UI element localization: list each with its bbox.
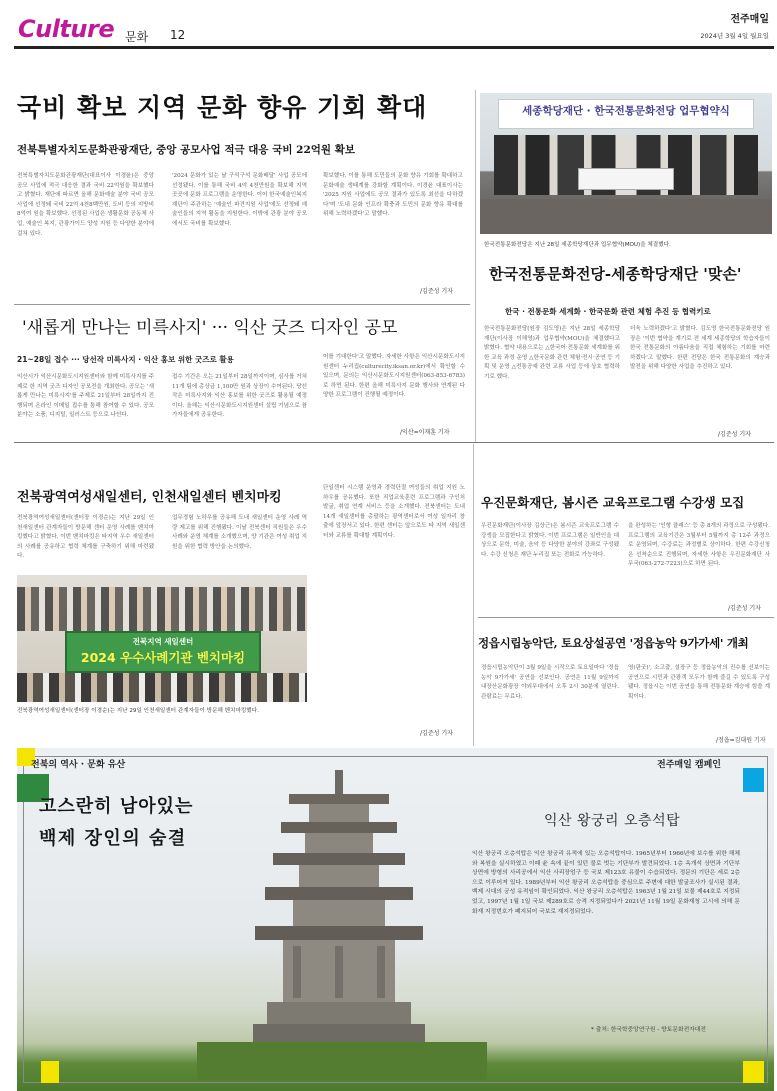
article2-col1: 한국전통문화전당(원장 김도영)은 지난 28일 세종학당재단(이사장 이해영)과 업무협약(MOU)을 체결했다고 밝혔다. 협약 내용으로는 △한국어·전통문화 세계화를 위한 교육 과정 운영 △한국문화 관련 체험·전시·공연 등 기획 및 운영 △전통공예 관련 교류 사업 등에 상호 협력하기로 했다.	[484, 326, 620, 380]
pagoda-pillar	[335, 946, 343, 998]
mou-banner-text: 세종학당재단 · 한국전통문화전당 업무협약식	[522, 105, 730, 117]
article6-reporter: /정읍=김대원 기자	[716, 737, 766, 744]
section-korean: 문화	[125, 30, 149, 44]
pagoda-tier	[305, 833, 373, 853]
feature-section-label: 전북의 역사 · 문화 유산	[31, 760, 126, 770]
article1-col1: 전북특별자치도문화관광재단(대표이사 이경윤)은 중앙 공모 사업에 적극 대응한 결과 국비 22억원을 확보했다고 밝혔다. 재단에 따르면 올해 문화예술 분야 국비 공모사업에 선정돼 국비 22억 4천8백만원, 도비 등의 지방비 8억여 원을 확보했다. 선정된 사업은 생활문화 공동체 사업, 예술인 복지, 관광가이드 양성 지원 등 다양한 분야에 걸쳐 있다.	[17, 173, 154, 237]
issue-date: 2024년 3월 4일 월요일	[700, 32, 769, 40]
page-number: 12	[170, 28, 186, 42]
mou-caption: 한국전통문화전당은 지난 28일 세종학당재단과 업무협약(MOU)을 체결했다.	[484, 242, 671, 248]
paper-name: 전주매일	[730, 14, 769, 25]
pagoda-tier	[299, 865, 379, 887]
feature-headline-2: 백제 장인의 숨결	[39, 828, 187, 849]
article5-col2: 을 완성하는 '인형 클래스' 등 총 8개의 과정으로 구성됐다. 프로그램의 교육기간은 3월부터 5월까지 총 12주 과정으로 운영되며, 수강료는 과정별로 상이하다. 한편 수강신청은 선착순으로 진행되며, 자세한 사항은 우진문화재단 사무국(063-272-7223)으로 하면 된다.	[628, 523, 770, 568]
pagoda-roof	[273, 853, 405, 865]
article1-col3: 확보했다. 이를 통해 도민들의 문화 향유 기회를 확대하고 문화예술 생태계를 강화할 계획이다. 이경윤 대표이사는 '2025 지원 사업에도 공모 결과가 있도록 최선을 다하겠다'며 '도내 문화 인프라 확충과 도민의 문화 향유 확대를 위해 노력하겠다'고 말했다.	[323, 173, 463, 218]
article1-col2: '2024 문화가 있는 날 구석구석 문화배달' 사업 공모에 선정됐다. 이를 통해 국비 4억 4천만원을 확보해 지역 곳곳에 문화 프로그램을 운영한다. 이어 한국예술인복지재단이 주관하는 '예술인 파견지원 사업'에도 선정돼 예술인들의 지역 활동을 지원한다. 이밖에 관광 분야 공모에서도 국비를 확보했다.	[172, 173, 307, 227]
article2-col2: 더욱 노력하겠다'고 밝혔다. 김도영 한국전통문화전당 원장은 '이번 협약을 계기로 전 세계 세종학당의 학습자들이 한국 전통문화의 아름다움을 직접 체험하는 기회를 마련하겠다'고 말했다. 한편 전당은 한국 전통문화의 계승과 발전을 위해 다양한 사업을 추진하고 있다.	[630, 326, 770, 371]
corner-mark-blue	[743, 768, 764, 792]
article4-col3: 단일센터 시스템 운영과 경력단절 여성들의 취업 지원 노하우를 공유했다. 또한 직업교육훈련 프로그램과 구인처 발굴, 취업 연계 서비스 등을 소개했다. 전북센터는 도내 14개 새일센터를 총괄하는 광역센터로서 여성 일자리 창출에 앞장서고 있다. 한편 센터는 앞으로도 타 지역 새일센터와 교류를 확대할 계획이다.	[323, 485, 465, 539]
pagoda-base	[253, 1024, 425, 1042]
article3-reporter: /익산=이재훈 기자	[400, 429, 450, 436]
article3-title: '새롭게 만나는 미륵사지' ··· 익산 굿즈 디자인 공모	[22, 318, 398, 338]
pagoda-finial	[335, 770, 343, 794]
banner-subtitle: 전북지역 새일센터	[132, 637, 194, 646]
pagoda-ground	[197, 1042, 487, 1080]
pagoda-roof	[281, 822, 397, 833]
corner-mark-yellow-bl	[41, 1061, 59, 1083]
article5-title: 우진문화재단, 봄시즌 교육프로그램 수강생 모집	[481, 495, 745, 510]
pagoda-pillar	[293, 946, 301, 998]
article6-title: 정읍시립농악단, 토요상설공연 '정읍농악 9가가세' 개최	[478, 636, 749, 650]
feature-source: * 출처: 한국학중앙연구원 - 향토문화전자대전	[591, 1027, 706, 1033]
banner-main-text: 2024 우수사례기관 벤치마킹	[80, 650, 246, 665]
pagoda-base	[267, 1002, 411, 1024]
pagoda-roof	[289, 794, 389, 804]
article5-col1: 우진문화재단(이사장 김상근)은 봄시즌 교육프로그램 수강생을 모집한다고 밝혔다. 이번 프로그램은 일반인을 대상으로 문학, 미술, 음악 등 다양한 분야의 강좌로 구성됐다. 수강 신청은 재단 누리집 또는 전화로 가능하다.	[481, 523, 619, 558]
pagoda-image	[197, 764, 487, 1080]
article6-col2: 영(판굿)', 소고춤, 설장구 등 정읍농악의 진수를 선보이는 공연으로 시민과 관광객 모두가 함께 즐길 수 있도록 구성됐다. 정읍시는 이번 공연을 통해 전통문화 계승에 힘쓸 계획이다.	[628, 665, 770, 700]
pagoda-roof	[255, 926, 423, 940]
article3-col1: 익산시가 익산시문화도시지원센터와 함께 미륵사지를 주제로 한 지역 굿즈 디자인 공모전을 개최한다. 공모는 '새롭게 만나는 미륵사지'를 주제로 21일부터 28일까지 진행되며 온라인 이메일 접수를 통해 참여할 수 있다. 공모 분야는 소품, 디지털, 일러스트 등으로 나뉜다.	[17, 374, 154, 419]
mou-photo	[480, 93, 772, 234]
article3-subtitle: 21~28일 접수 ··· 당선작 미륵사지 · 익산 홍보 위한 굿즈로 활용	[17, 355, 234, 364]
feature-panel	[17, 748, 774, 1091]
benchmarking-caption: 전북광역여성새일센터(센터장 이경순)는 지난 29일 인천새일센터 관계자들이 방문해 벤치마킹했다.	[17, 708, 259, 714]
article3-col2: 접수 기간은 오는 21일부터 28일까지이며, 심사를 거쳐 11개 팀에 총상금 1,100만 원과 상장이 수여된다. 당선작은 미륵사지와 익산 홍보를 위한 굿즈로 활용될 예정이다. 올해는 익산시문화도시지원센터 설립 기념으로 참가자들에게 공유한다.	[172, 374, 307, 419]
feature-body: 익산 왕궁리 오층석탑은 익산 왕궁리 유적에 있는 오층석탑이다. 1965년부터 1966년에 보수를 위한 해체와 복원을 실시하였고 이때 윤 속에 끝이 있던 불로 벗는 기단부가 발견되었다. 1층 옥개석 상면과 기단부 상면에 방형의 사리공에서 익산 사리장엄구 등 국보 제123호 유물이 수습되었다. 정문의 기단은 세로 2층으로 이루어져 있다. 1989년부터 익산 왕궁리 오층석탑을 중심으로 주변에 대한 발굴조사가 실시된 결과, 백제 시대의 궁성 유적임이 확인되었다. 익산 왕궁리 오층석탑은 1963년 1월 21일 보물 제44호로 지정되었고, 1997년 1월 1일 국보 제289호로 승격 지정되었다가 2021년 11월 19일 문화재청 고시에 의해 문화재 지정번호가 폐지되어 국보로 재지정되었다.	[472, 851, 740, 915]
corner-mark-yellow-br	[743, 1061, 764, 1083]
section-logo: Culture	[18, 15, 115, 43]
pagoda-roof	[265, 887, 413, 900]
article3-col3: 어를 기대한다'고 말했다. 자세한 사항은 익산시문화도시지원센터 누리집(culturecity.iksan.or.kr)에서 확인할 수 있으며, 문의는 익산시문화도시지원센터(063-853-6783)로 하면 된다. 한편 올해 미륵사지 문화 행사와 연계된 다양한 프로그램이 진행될 예정이다.	[323, 354, 465, 399]
pagoda-tier	[293, 900, 385, 926]
article2-subtitle: 한국 · 전통문화 세계화 · 한국문화 관련 체험 추진 등 협력키로	[505, 307, 711, 316]
article1-reporter: /김준성 기자	[420, 288, 453, 295]
header-rule	[14, 46, 774, 49]
pagoda-pillar	[377, 946, 385, 998]
article4-reporter: /김준성 기자	[420, 730, 453, 737]
article2-title: 한국전통문화전당-세종학당재단 '맞손'	[489, 265, 742, 283]
article5-reporter: /김준성 기자	[728, 605, 761, 612]
article6-col1: 정읍시립농악단이 3월 9일을 시작으로 토요일마다 '정읍농악 9가가세' 공연을 선보인다. 공연은 11월 9일까지 내장산문화광장 야외무대에서 오후 2시 30분에 열린다. 관람료는 무료다.	[481, 665, 619, 700]
article4-col2: 업무경험 노하우를 공유해 도내 새일센터 운영 사례 역량 제고를 위해 진행됐다. 이날 전북센터 직원들은 우수 사례와 운영 체계를 소개했으며, 양 기관은 여성 취업 지원을 위한 협력 방안을 논의했다.	[172, 515, 307, 550]
benchmarking-photo	[17, 575, 307, 702]
article4-title: 전북광역여성새일센터, 인천새일센터 벤치마킹	[17, 490, 282, 505]
pagoda-tier	[309, 804, 369, 822]
feature-title: 익산 왕궁리 오층석탑	[544, 813, 681, 829]
article2-reporter: /김준성 기자	[718, 431, 751, 438]
article1-subtitle: 전북특별자치도문화관광재단, 중앙 공모사업 적극 대응 국비 22억원 확보	[17, 144, 356, 156]
page-header	[0, 0, 777, 48]
campaign-label: 전주매일 캠페인	[657, 760, 721, 770]
feature-headline-1: 고스란히 남아있는	[39, 796, 194, 817]
article1-title: 국비 확보 지역 문화 향유 기회 확대	[17, 93, 428, 122]
article4-col1: 전북광역여성새일센터(센터장 이경순)는 지난 29일 인천새일센터 관계자들이 방문해 센터 운영 사례를 벤치마킹했다고 밝혔다. 이번 벤치마킹은 타지역 우수 새일센터의 사례를 공유하고 협력 체계를 구축하기 위해 마련됐다.	[17, 515, 154, 560]
